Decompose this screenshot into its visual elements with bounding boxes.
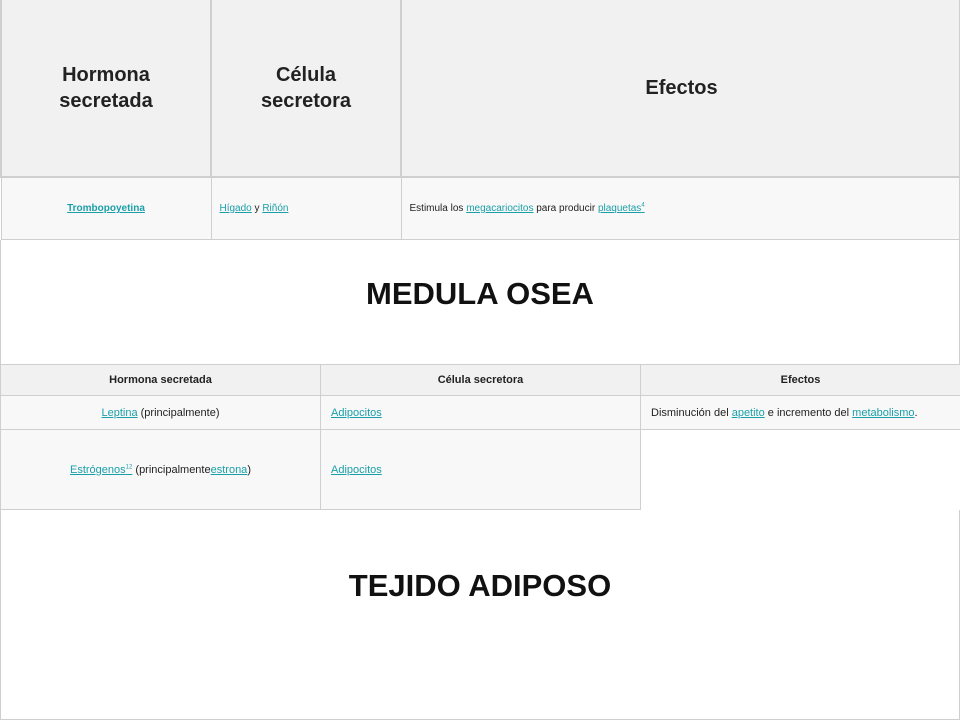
efecto-text-mid: e incremento del xyxy=(764,406,853,419)
metabolismo-link[interactable]: metabolismo xyxy=(852,406,915,419)
cell-hormona xyxy=(1,177,211,240)
hormona-post-text: ) xyxy=(247,463,251,476)
table-header-row xyxy=(1,365,960,396)
table-row xyxy=(1,430,960,510)
bottom-hormone-table xyxy=(0,364,960,510)
rinon-link[interactable]: Riñón xyxy=(262,203,289,214)
hormona-rest-text: (principalmente) xyxy=(137,406,220,419)
plaquetas-label: plaquetas xyxy=(597,203,642,214)
table-row xyxy=(1,396,960,430)
cell-empty xyxy=(641,430,960,510)
header-hormona-label: Hormona secretada xyxy=(59,64,153,112)
section-title-tejido-adiposo: TEJIDO ADIPOSO xyxy=(348,568,612,603)
leptina-link[interactable]: Leptina xyxy=(101,406,138,419)
apetito-link[interactable]: apetito xyxy=(731,406,765,419)
header-celula xyxy=(211,0,401,177)
higado-link[interactable]: Hígado xyxy=(219,203,252,214)
header-efectos: Efectos xyxy=(401,0,960,177)
reference-sup: 4 xyxy=(641,202,645,209)
header-efectos: Efectos xyxy=(641,365,960,396)
estrona-link[interactable]: estrona xyxy=(210,463,248,476)
header-celula: Célula secretora xyxy=(321,365,641,396)
table-row xyxy=(1,177,960,240)
header-hormona: Hormona secretada xyxy=(1,365,321,396)
cell-efecto xyxy=(641,396,960,430)
cell-hormona xyxy=(1,430,321,510)
adipocitos-link[interactable]: Adipocitos xyxy=(331,463,382,476)
efecto-text-pre: Disminución del xyxy=(651,406,732,419)
conjunction-text: y xyxy=(251,203,263,214)
table-header-row xyxy=(1,0,960,177)
section-title-medula-osea: MEDULA OSEA xyxy=(366,276,594,311)
trombopoyetina-link[interactable]: Trombopoyetina xyxy=(67,203,145,214)
cell-celula xyxy=(211,177,401,240)
efecto-text-mid: para producir xyxy=(533,203,598,214)
estrogenos-link[interactable] xyxy=(70,464,132,476)
cell-celula xyxy=(321,430,641,510)
efecto-text-pre: Estimula los xyxy=(409,203,467,214)
efecto-text-post: . xyxy=(914,406,918,419)
estrogenos-label: Estrógenos xyxy=(70,463,126,476)
megacariocitos-link[interactable]: megacariocitos xyxy=(466,203,534,214)
cell-celula xyxy=(321,396,641,430)
header-celula-label: Célula secretora xyxy=(260,64,352,112)
top-hormone-table xyxy=(0,0,960,240)
reference-sup: 12 xyxy=(125,463,133,470)
adipocitos-link[interactable]: Adipocitos xyxy=(331,406,382,419)
plaquetas-link[interactable] xyxy=(598,203,645,214)
frame-left-line-bottom xyxy=(0,510,1,720)
cell-efecto xyxy=(401,177,960,240)
hormona-mid-text: (principalmente xyxy=(132,463,211,476)
header-hormona xyxy=(1,0,211,177)
cell-hormona xyxy=(1,396,321,430)
